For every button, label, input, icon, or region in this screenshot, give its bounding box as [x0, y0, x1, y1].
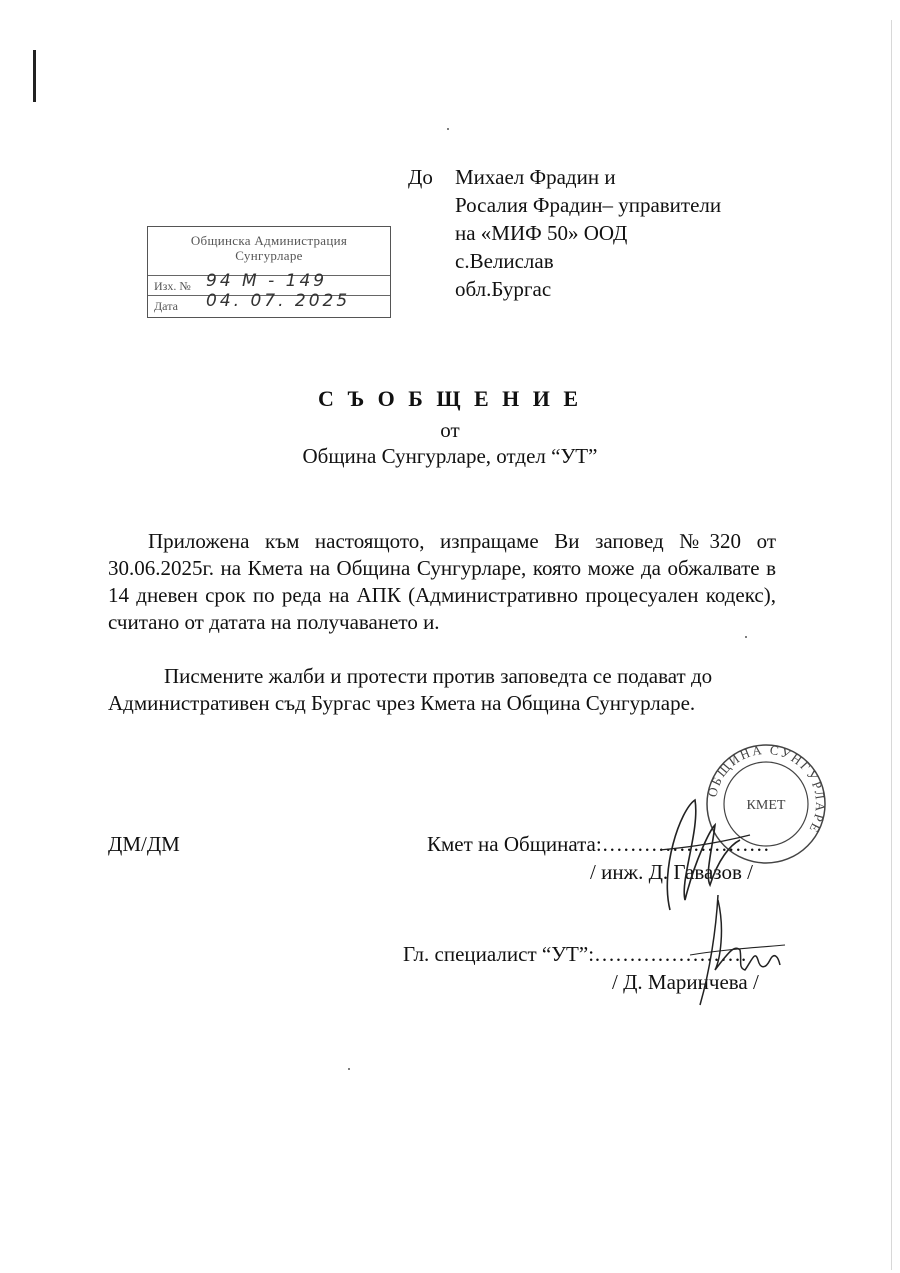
stamp-header-line: Сунгурларе: [235, 248, 303, 263]
body-paragraph: Писмените жалби и протести против заповедта се подават до Административен съд Бургас чрез Кмета на Община Сунгурларе.: [108, 664, 713, 715]
stamp-number-value: 94 М - 149: [206, 271, 328, 291]
specialist-name: / Д. Маринчева /: [612, 970, 759, 994]
addressee-lines: [455, 163, 815, 303]
addressee-line: Михаел Фрадин и: [455, 165, 616, 189]
body-paragraph: Приложена към настоящото, изпращаме Ви заповед №320 от 30.06.2025г. на Кмета на Община Сунгурларе, която може да обжалвате в 14 дневен срок по реда на АПК (Административно процесуален кодекс), считано от датата на получаването и.: [108, 529, 776, 634]
mayor-signature-label: Кмет на Общината:……………………: [427, 832, 770, 856]
stamp-date-row: [148, 291, 390, 316]
addressee-line: обл.Бургас: [455, 277, 552, 301]
mayor-name: / инж. Д. Гавазов /: [590, 860, 753, 884]
addressee-line: на «МИФ 50» ООД: [455, 221, 628, 245]
stamp-number-label: Изх. №: [154, 279, 191, 293]
addressee-prefix: До: [408, 165, 433, 189]
scan-speck: [447, 128, 449, 130]
notice-from: от: [440, 418, 460, 442]
addressee-line: Росалия Фрадин– управители: [455, 193, 722, 217]
stamp-date-label: Дата: [154, 299, 178, 313]
stamp-header-line: Общинска Администрация: [190, 233, 348, 248]
scan-speck: [745, 636, 747, 638]
scan-speck: [348, 1068, 350, 1070]
specialist-signature: [690, 890, 800, 1010]
stamp-center-text: КМЕТ: [746, 798, 786, 813]
stamp-header: [148, 227, 390, 263]
page-edge-line: [891, 20, 892, 1270]
registration-stamp: [147, 226, 391, 318]
specialist-signature-label: Гл. специалист “УТ”:………………….: [403, 942, 747, 966]
scan-mark: [33, 50, 36, 102]
initials: ДМ/ДМ: [108, 832, 180, 856]
stamp-ring-text: ОБЩИНА СУНГУРЛАРЕ: [704, 742, 828, 837]
notice-issuer: Община Сунгурларе, отдел “УТ”: [302, 444, 598, 468]
addressee-line: с.Велислав: [455, 249, 554, 273]
stamp-date-value: 04. 07. 2025: [206, 291, 351, 311]
notice-title: С Ъ О Б Щ Е Н И Е: [317, 386, 583, 411]
